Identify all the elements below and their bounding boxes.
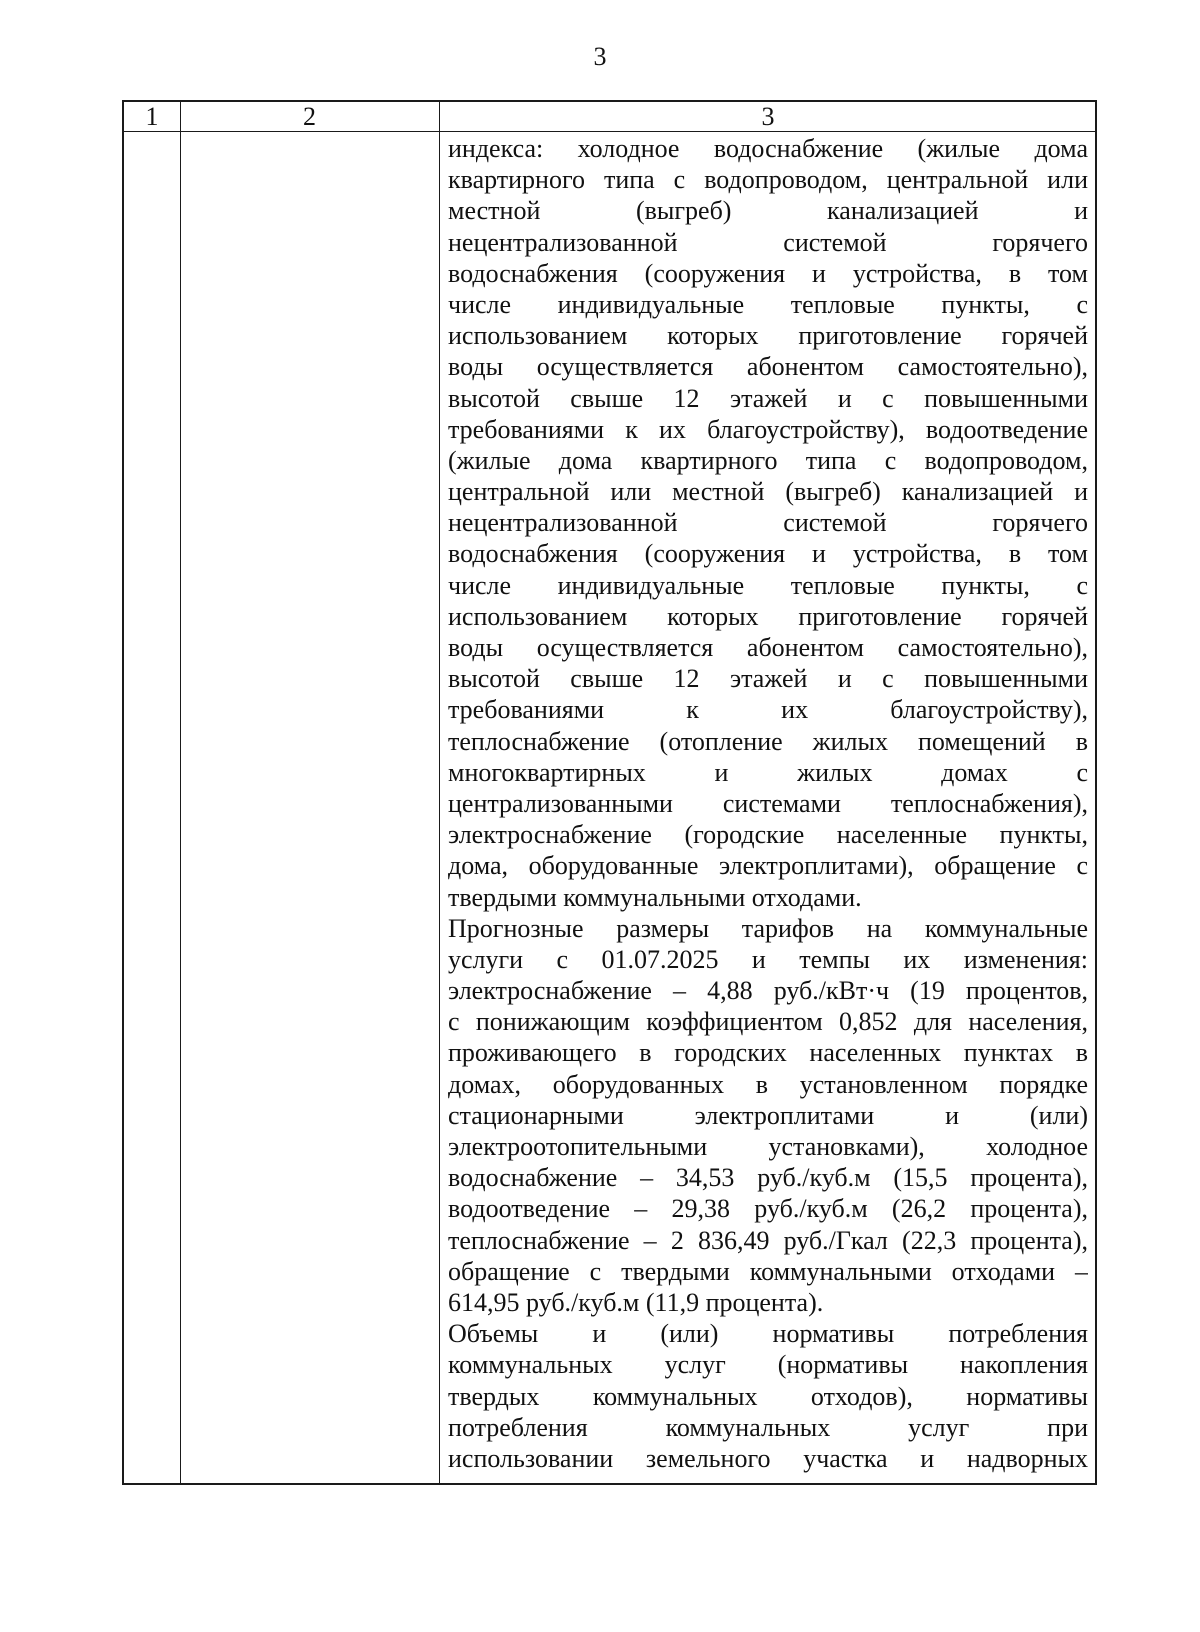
text-line: воды осуществляется абонентом самостоятельно),	[448, 352, 1088, 382]
text-line: электроснабжение (городские населенные пункты,	[448, 820, 1088, 850]
text-line: твердых коммунальных отходов), нормативы	[448, 1381, 1088, 1411]
text-line: использовании земельного участка и надворных	[448, 1443, 1088, 1473]
text-line: стационарными электроплитами и (или)	[448, 1100, 1088, 1130]
text-line: высотой свыше 12 этажей и с повышенными	[448, 383, 1088, 413]
text-line: твердыми коммунальными отходами.	[448, 882, 862, 912]
text-line: центральной или местной (выгреб) канализацией и	[448, 477, 1088, 507]
text-line: теплоснабжение – 2 836,49 руб./Гкал (22,3 процента),	[448, 1225, 1088, 1255]
text-line: 614,95 руб./куб.м (11,9 процента).	[448, 1287, 824, 1317]
text-line: Объемы и (или) нормативы потребления	[448, 1319, 1088, 1349]
text-line: электроотопительными установками), холодное	[448, 1132, 1088, 1161]
text-line: водоснабжения (сооружения и устройства, в том	[448, 539, 1088, 569]
text-line: коммунальных услуг (нормативы накопления	[448, 1350, 1088, 1380]
column-header-3: 3	[761, 102, 775, 131]
text-line: использованием которых приготовление горячей	[448, 321, 1088, 351]
document-table	[122, 100, 1097, 1485]
column-header-2: 2	[303, 102, 316, 131]
column-3-text	[448, 133, 1088, 1483]
text-line: нецентрализованной системой горячего	[448, 508, 1088, 538]
text-line: квартирного типа с водопроводом, центральной или	[448, 165, 1088, 195]
text-line: использованием которых приготовление горячей	[448, 601, 1088, 631]
text-line: (жилые дома квартирного типа с водопроводом,	[448, 445, 1088, 475]
column-header-1: 1	[145, 102, 159, 131]
text-line: водоснабжения (сооружения и устройства, в том	[448, 258, 1088, 288]
text-line: проживающего в городских населенных пунктах в	[448, 1038, 1088, 1068]
text-line: местной (выгреб) канализацией и	[448, 196, 1088, 226]
text-line: услуги с 01.07.2025 и темпы их изменения:	[448, 944, 1088, 974]
text-line: требованиями к их благоустройству), водоотведение	[448, 414, 1088, 444]
text-line: индекса: холодное водоснабжение (жилые дома	[448, 134, 1088, 163]
text-line: Прогнозные размеры тарифов на коммунальные	[448, 913, 1088, 943]
text-line: дома, оборудованные электроплитами), обращение с	[448, 851, 1088, 881]
text-line: потребления коммунальных услуг при	[448, 1412, 1088, 1442]
text-line: домах, оборудованных в установленном порядке	[448, 1069, 1088, 1099]
text-line: многоквартирных и жилых домах с	[448, 757, 1088, 787]
column-divider	[180, 102, 181, 1483]
column-divider	[439, 102, 440, 1483]
text-line: требованиями к их благоустройству),	[448, 695, 1088, 725]
text-line: теплоснабжение (отопление жилых помещений в	[448, 726, 1088, 756]
text-line: электроснабжение – 4,88 руб./кВт·ч (19 процентов,	[448, 976, 1088, 1006]
text-line: централизованными системами теплоснабжения),	[448, 788, 1088, 818]
text-line: воды осуществляется абонентом самостоятельно),	[448, 633, 1088, 662]
text-line: обращение с твердыми коммунальными отходами –	[448, 1256, 1088, 1286]
text-line: числе индивидуальные тепловые пункты, с	[448, 570, 1088, 600]
text-line: числе индивидуальные тепловые пункты, с	[448, 289, 1088, 319]
page-number: 3	[593, 42, 607, 71]
text-line: высотой свыше 12 этажей и с повышенными	[448, 664, 1088, 694]
text-line: водоотведение – 29,38 руб./куб.м (26,2 процента),	[448, 1194, 1088, 1224]
text-line: с понижающим коэффициентом 0,852 для населения,	[448, 1007, 1088, 1037]
text-line: водоснабжение – 34,53 руб./куб.м (15,5 процента),	[448, 1163, 1088, 1193]
text-line: нецентрализованной системой горячего	[448, 227, 1088, 257]
